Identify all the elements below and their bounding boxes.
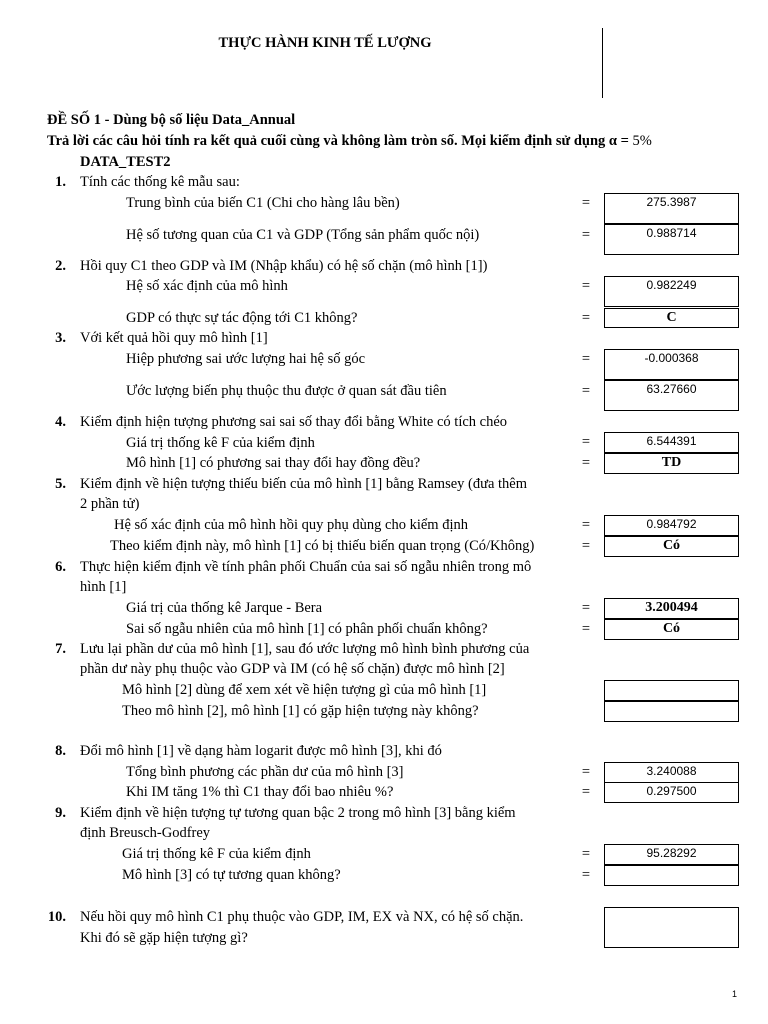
sub-question-label: Theo mô hình [2], mô hình [1] có gặp hiện tượng này không? [122,703,479,719]
question-number: 4. [55,414,66,430]
question-text: Kiểm định về hiện tượng tự tương quan bậc 2 trong mô hình [3] bằng kiểm [80,805,516,821]
question-text: Tính các thống kê mẫu sau: [80,174,240,190]
answer-box[interactable] [604,782,739,803]
question-number: 10. [47,909,66,925]
answer-box[interactable] [604,224,739,255]
question-number: 6. [55,559,66,575]
answer-box[interactable] [604,193,739,224]
equals-sign: = [581,621,591,637]
answer-box[interactable] [604,380,739,411]
equals-sign: = [581,764,591,780]
answer-value: 63.27660 [646,382,697,396]
answer-value: 0.988714 [646,226,697,240]
sub-question-label: Hệ số tương quan của C1 và GDP (Tổng sản phẩm quốc nội) [126,227,480,243]
exam-heading: ĐỀ SỐ 1 - Dùng bộ số liệu Data_Annual [47,112,296,128]
question-text: Với kết quả hồi quy mô hình [1] [80,330,268,346]
question-number: 8. [55,743,66,759]
equals-sign: = [581,455,591,471]
answer-box[interactable] [604,536,739,557]
answer-box[interactable] [604,276,739,307]
equals-sign: = [581,784,591,800]
sub-question-label: Mô hình [3] có tự tương quan không? [122,867,341,883]
answer-value: 0.982249 [646,278,697,292]
sub-question-label: Theo kiểm định này, mô hình [1] có bị thiếu biến quan trọng (Có/Không) [110,538,535,554]
answer-box[interactable] [604,701,739,722]
question-text-continued: định Breusch-Godfrey [80,825,211,841]
question-text-continued: Khi đó sẽ gặp hiện tượng gì? [80,930,248,946]
sub-question-label: Ước lượng biến phụ thuộc thu được ở quan sát đầu tiên [126,383,447,399]
answer-value: TD [661,455,682,470]
answer-box[interactable] [604,762,739,783]
question-text: Kiểm định về hiện tượng thiếu biến của mô hình [1] bằng Ramsey (đưa thêm [80,476,528,492]
question-text-continued: phần dư này phụ thuộc vào GDP và IM (có hệ số chặn) được mô hình [2] [80,661,505,677]
equals-sign: = [581,538,591,554]
question-text: Hồi quy C1 theo GDP và IM (Nhập khẩu) có hệ số chặn (mô hình [1]) [80,258,488,274]
answer-value: 0.984792 [646,517,697,531]
page-title: THỰC HÀNH KINH TẾ LƯỢNG [218,35,432,51]
answer-value: 6.544391 [646,434,697,448]
answer-value: Có [662,538,681,553]
question-text-continued: hình [1] [80,579,127,595]
answer-box[interactable] [604,515,739,536]
equals-sign: = [581,227,591,243]
question-text: Kiểm định hiện tượng phương sai sai số thay đổi bằng White có tích chéo [80,414,508,430]
sub-question-label: Sai số ngẫu nhiên của mô hình [1] có phân phối chuẩn không? [126,621,488,637]
sub-question-label: Giá trị của thống kê Jarque - Bera [126,600,323,616]
equals-sign: = [581,383,591,399]
instruction-line [47,131,652,151]
equals-sign: = [581,846,591,862]
answer-value: 0.297500 [646,784,697,798]
question-number: 2. [55,258,66,274]
answer-value: 275.3987 [646,195,697,209]
sub-question-label: Hệ số xác định của mô hình [126,278,288,294]
dataset-name: DATA_TEST2 [80,154,171,170]
instruction-text: Trả lời các câu hỏi tính ra kết quả cuối cùng và không làm tròn số. Mọi kiểm định sử dụng [47,133,606,149]
equals-sign: = [581,434,591,450]
sub-question-label: Mô hình [1] có phương sai thay đổi hay đồng đều? [126,455,421,471]
answer-box[interactable] [604,680,739,701]
question-number: 9. [55,805,66,821]
answer-box[interactable] [604,349,739,380]
question-text: Lưu lại phần dư của mô hình [1], sau đó ước lượng mô hình bình phương của [80,641,530,657]
sub-question-label: Hệ số xác định của mô hình hồi quy phụ dùng cho kiểm định [114,517,468,533]
sub-question-label: Giá trị thống kê F của kiểm định [126,435,315,451]
question-number: 7. [55,641,66,657]
answer-value: 95.28292 [646,846,697,860]
page-number: 1 [732,989,738,999]
answer-box[interactable] [604,619,739,640]
answer-box[interactable] [604,907,739,948]
alpha-eq: = [620,133,629,149]
equals-sign: = [581,310,591,326]
answer-box[interactable] [604,308,739,328]
answer-box[interactable] [604,453,739,474]
question-number: 5. [55,476,66,492]
question-text-continued: 2 phần tử) [80,496,140,512]
question-text: Đổi mô hình [1] về dạng hàm logarit được mô hình [3], khi đó [80,743,442,759]
sub-question-label: Giá trị thống kê F của kiểm định [122,846,311,862]
sub-question-label: Mô hình [2] dùng để xem xét về hiện tượng gì của mô hình [1] [122,682,487,698]
equals-sign: = [581,517,591,533]
equals-sign: = [581,278,591,294]
alpha-value: 5% [628,133,652,149]
question-text: Nếu hồi quy mô hình C1 phụ thuộc vào GDP, IM, EX và NX, có hệ số chặn. [80,909,524,925]
question-number: 3. [55,330,66,346]
sub-question-label: GDP có thực sự tác động tới C1 không? [126,310,358,326]
sub-question-label: Khi IM tăng 1% thì C1 thay đổi bao nhiêu %? [126,784,394,800]
sub-question-label: Hiệp phương sai ước lượng hai hệ số góc [126,351,366,367]
equals-sign: = [581,195,591,211]
answer-box[interactable] [604,432,739,453]
answer-value: 3.240088 [646,764,697,778]
answer-value: 3.200494 [645,600,698,615]
equals-sign: = [581,600,591,616]
sub-question-label: Trung bình của biến C1 (Chi cho hàng lâu bền) [126,195,400,211]
equals-sign: = [581,867,591,883]
alpha-symbol: α [608,133,617,149]
sub-question-label: Tổng bình phương các phần dư của mô hình [3] [126,764,404,780]
answer-value: -0.000368 [644,351,699,365]
question-text: Thực hiện kiểm định về tính phân phối Chuẩn của sai số ngẫu nhiên trong mô [80,559,532,575]
answer-value: Có [662,621,681,636]
equals-sign: = [581,351,591,367]
answer-box[interactable] [604,598,739,619]
question-number: 1. [55,174,66,190]
answer-box[interactable] [604,844,739,865]
answer-value: C [666,310,677,325]
answer-box[interactable] [604,865,739,886]
